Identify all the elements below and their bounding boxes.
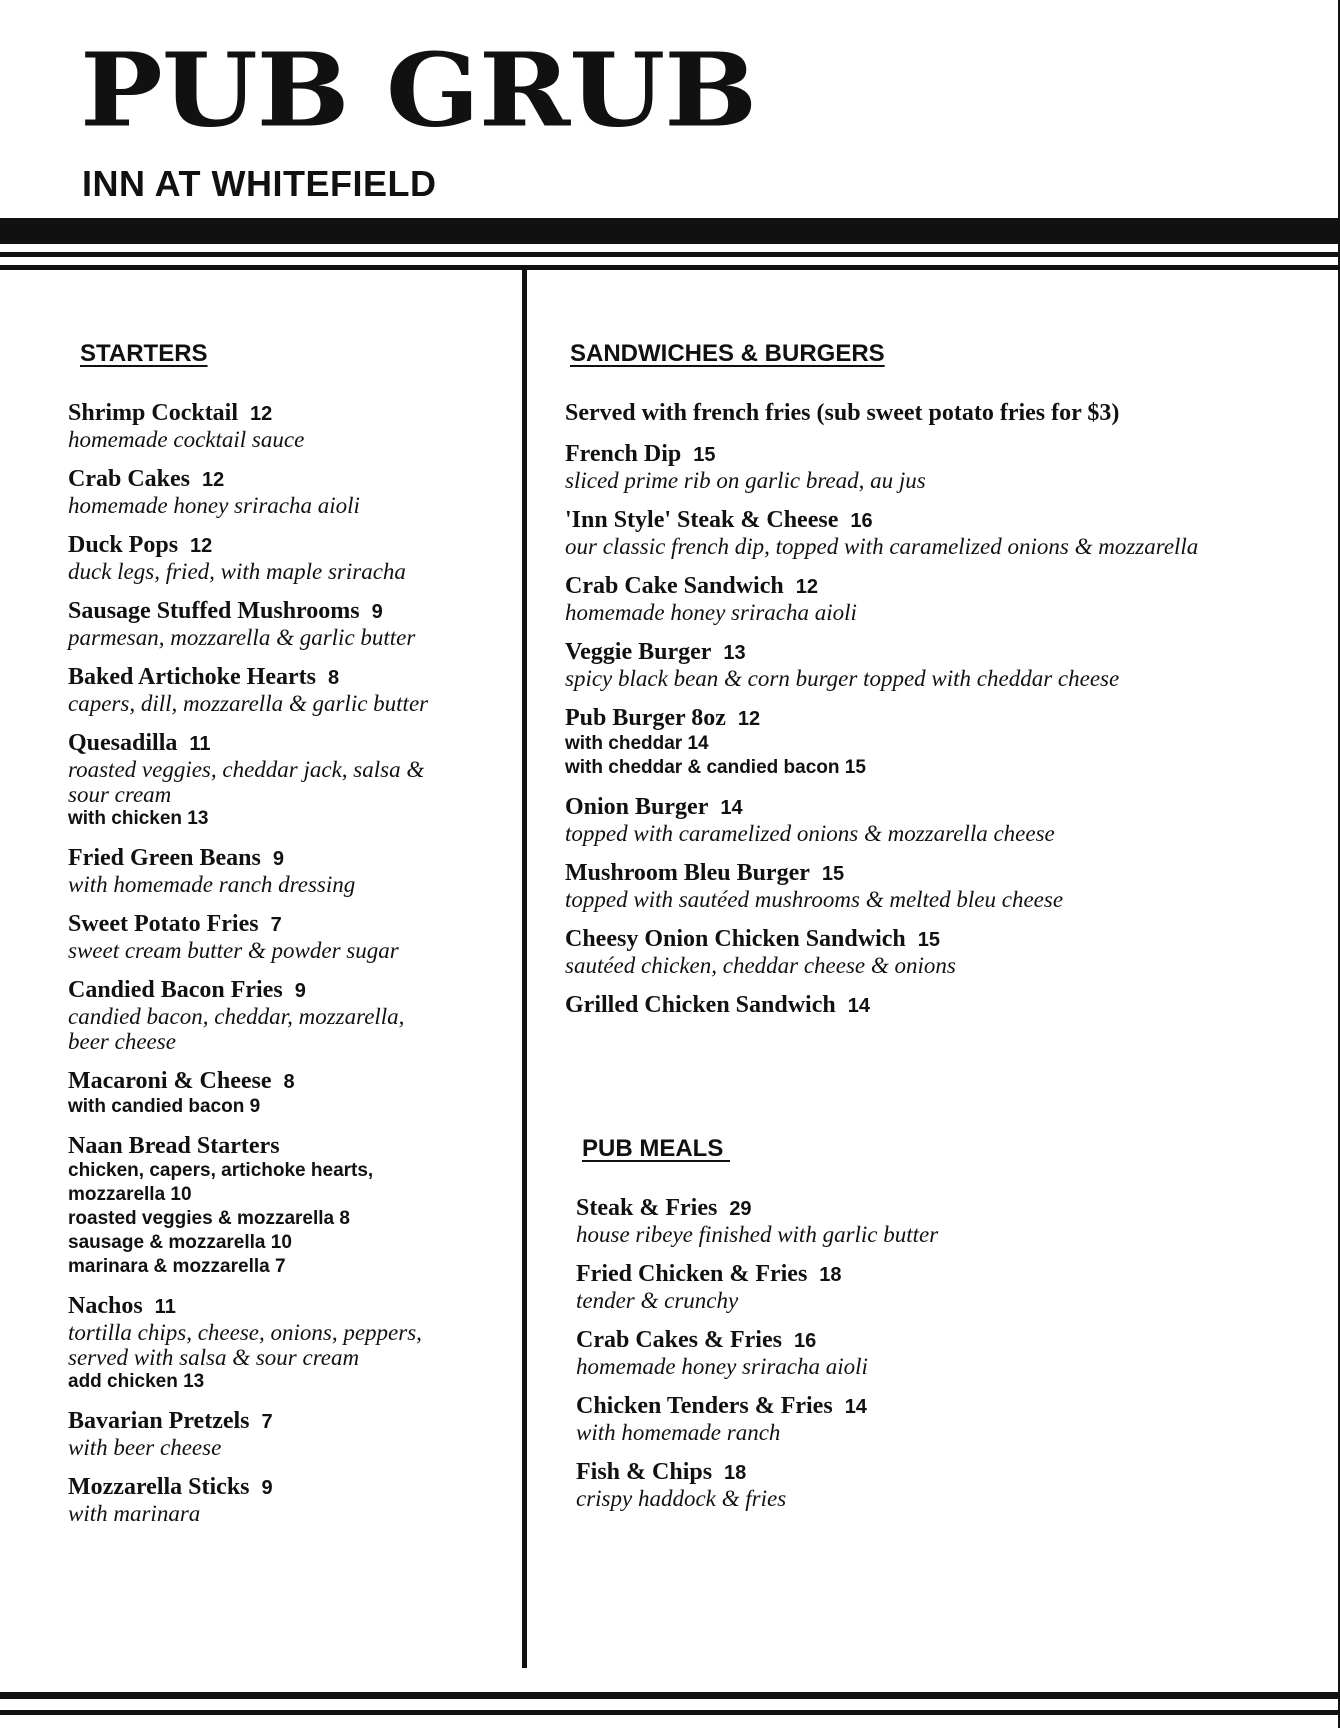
menu-item-header (565, 794, 1335, 821)
menu-item-price: 11 (154, 1296, 176, 1318)
menu-item-price: 15 (693, 444, 716, 466)
pub-meals-list (576, 1195, 1316, 1511)
menu-item-option: chicken, capers, artichoke hearts, (68, 1160, 374, 1181)
menu-item-name: Cheesy Onion Chicken Sandwich (565, 926, 906, 952)
menu-item-description: roasted veggies, cheddar jack, salsa & (68, 757, 425, 782)
menu-item-name: Crab Cakes (68, 466, 191, 492)
menu-item (576, 1393, 1316, 1445)
menu-item (68, 400, 508, 452)
menu-item-description: parmesan, mozzarella & garlic butter (68, 625, 416, 650)
menu-item-price: 11 (189, 733, 211, 755)
starters-section (68, 342, 508, 1540)
menu-item-description: sour cream (68, 782, 172, 807)
menu-item (576, 1195, 1316, 1247)
menu-item-option: mozzarella 10 (68, 1184, 192, 1205)
menu-item-description: crispy haddock & fries (576, 1486, 787, 1511)
menu-item-name: Crab Cake Sandwich (565, 573, 784, 599)
menu-item-description: topped with sautéed mushrooms & melted bleu cheese (565, 887, 1064, 912)
menu-item-name: Sweet Potato Fries (68, 911, 259, 937)
section-title-starters: STARTERS (80, 340, 208, 367)
footer-rule (0, 1710, 1340, 1715)
menu-item-description: homemade cocktail sauce (68, 427, 305, 452)
menu-item-header (68, 598, 508, 625)
menu-item-header (68, 466, 508, 493)
menu-item-price: 15 (917, 929, 940, 951)
menu-item-name: Naan Bread Starters (68, 1133, 280, 1159)
menu-item (576, 1459, 1316, 1511)
header-rule-thin (0, 265, 1340, 270)
menu-item-description: spicy black bean & corn burger topped with cheddar cheese (565, 666, 1120, 691)
menu-item-price: 18 (724, 1462, 747, 1484)
menu-item-description: tender & crunchy (576, 1288, 739, 1313)
menu-item-price: 9 (371, 601, 383, 623)
menu-item (68, 845, 508, 897)
menu-item (68, 664, 508, 716)
menu-item-name: Onion Burger (565, 794, 709, 820)
menu-item-header (576, 1261, 1316, 1288)
section-title-sandwiches: SANDWICHES & BURGERS (570, 340, 885, 367)
menu-item-name: Shrimp Cocktail (68, 400, 239, 426)
menu-item-header (565, 705, 1335, 732)
menu-item-price: 7 (270, 914, 282, 936)
menu-item-description: homemade honey sriracha aioli (576, 1354, 868, 1379)
menu-item-price: 16 (793, 1330, 817, 1352)
menu-item-name: Mozzarella Sticks (68, 1474, 250, 1500)
menu-item (68, 466, 508, 518)
menu-item-price: 8 (283, 1071, 295, 1093)
menu-item (68, 1293, 508, 1394)
footer-rule (0, 1692, 1340, 1699)
menu-item (68, 1068, 508, 1119)
menu-item-description: topped with caramelized onions & mozzarella cheese (565, 821, 1055, 846)
menu-item-description: sweet cream butter & powder sugar (68, 938, 399, 963)
menu-item-name: Sausage Stuffed Mushrooms (68, 598, 360, 624)
menu-item-description: duck legs, fried, with maple sriracha (68, 559, 406, 584)
menu-item-description: with homemade ranch dressing (68, 872, 356, 897)
menu-item-price: 8 (327, 667, 340, 689)
menu-item (565, 992, 1335, 1019)
menu-item-name: Fried Chicken & Fries (576, 1261, 808, 1287)
menu-item-option: with candied bacon 9 (68, 1096, 261, 1117)
menu-item-description: capers, dill, mozzarella & garlic butter (68, 691, 429, 716)
menu-item-description: homemade honey sriracha aioli (68, 493, 360, 518)
menu-item-name: Fried Green Beans (68, 845, 261, 871)
menu-item-price: 15 (821, 863, 845, 885)
menu-item-header (565, 992, 1335, 1019)
menu-item-name: French Dip (565, 441, 682, 467)
menu-item-description: our classic french dip, topped with caramelized onions & mozzarella (565, 534, 1199, 559)
menu-item-option: with cheddar & candied bacon 15 (565, 757, 866, 778)
menu-item-header (565, 573, 1335, 600)
menu-item-name: Nachos (68, 1293, 143, 1319)
menu-item-description: sautéed chicken, cheddar cheese & onions (565, 953, 956, 978)
menu-item-option: with cheddar 14 (565, 733, 709, 754)
menu-item-price: 9 (272, 848, 284, 870)
menu-item (565, 860, 1335, 912)
menu-item-header (565, 507, 1335, 534)
menu-item (68, 1408, 508, 1460)
menu-item (576, 1327, 1316, 1379)
header-rule-thin (0, 252, 1340, 257)
menu-item (68, 977, 508, 1054)
menu-item-header (68, 730, 508, 757)
menu-item-price: 29 (729, 1198, 752, 1220)
menu-item-header (68, 1133, 508, 1159)
menu-item-header (68, 1408, 508, 1435)
menu-item-name: Duck Pops (68, 532, 179, 558)
menu-item-header (68, 845, 508, 872)
menu-item-header (576, 1459, 1316, 1486)
sandwiches-section (565, 342, 1335, 1033)
column-divider (522, 270, 527, 1668)
menu-item-price: 9 (261, 1477, 273, 1499)
menu-item-option: with chicken 13 (68, 808, 209, 829)
header-rule-thick (0, 218, 1340, 244)
menu-item-price: 16 (850, 510, 873, 532)
sandwiches-list (565, 441, 1335, 1019)
menu-item-price: 7 (261, 1411, 273, 1433)
menu-item (565, 507, 1335, 559)
menu-item-name: Steak & Fries (576, 1195, 718, 1221)
menu-item-name: Candied Bacon Fries (68, 977, 283, 1003)
menu-item (565, 441, 1335, 493)
menu-item-price: 12 (795, 576, 818, 598)
menu-item-price: 12 (737, 708, 761, 730)
menu-item-price: 14 (720, 797, 743, 819)
menu-item (68, 1133, 508, 1279)
menu-item-name: Crab Cakes & Fries (576, 1327, 782, 1353)
menu-item-price: 14 (847, 995, 870, 1017)
menu-item-price: 12 (190, 535, 213, 557)
menu-item-option: add chicken 13 (68, 1371, 205, 1392)
menu-item-header (68, 1068, 508, 1095)
menu-item-description: with marinara (68, 1501, 201, 1526)
pub-meals-section (576, 1137, 1316, 1525)
starters-list (68, 400, 508, 1526)
menu-item-description: with beer cheese (68, 1435, 222, 1460)
menu-item-option: marinara & mozzarella 7 (68, 1256, 286, 1277)
menu-item (565, 639, 1335, 691)
menu-item-header (576, 1195, 1316, 1222)
menu-item-name: Chicken Tenders & Fries (576, 1393, 833, 1419)
menu-item-header (68, 664, 508, 691)
menu-item-description: served with salsa & sour cream (68, 1345, 360, 1370)
menu-item-name: Baked Artichoke Hearts (68, 664, 316, 690)
menu-item-description: sliced prime rib on garlic bread, au jus (565, 468, 926, 493)
menu-item-header (68, 911, 508, 938)
menu-item-name: Fish & Chips (576, 1459, 713, 1485)
menu-item-header (68, 977, 508, 1004)
menu-item-price: 12 (202, 469, 225, 491)
menu-item-name: Veggie Burger (565, 639, 712, 665)
menu-item (68, 911, 508, 963)
menu-item-description: with homemade ranch (576, 1420, 781, 1445)
menu-item-header (565, 441, 1335, 468)
menu-item-price: 12 (250, 403, 273, 425)
menu-item (565, 705, 1335, 780)
menu-item-price: 13 (723, 642, 746, 664)
menu-item (565, 573, 1335, 625)
menu-item-name: Mushroom Bleu Burger (565, 860, 810, 886)
menu-item (68, 730, 508, 831)
menu-item-description: candied bacon, cheddar, mozzarella, (68, 1004, 405, 1029)
menu-title: PUB GRUB (80, 30, 757, 150)
menu-item-description: beer cheese (68, 1029, 176, 1054)
restaurant-name: INN AT WHITEFIELD (82, 163, 437, 204)
menu-item (565, 926, 1335, 978)
menu-item-name: Pub Burger 8oz (565, 705, 726, 731)
menu-item-option: sausage & mozzarella 10 (68, 1232, 292, 1253)
menu-item-header (68, 1474, 508, 1501)
sandwiches-note: Served with french fries (sub sweet potato fries for $3) (565, 400, 1120, 426)
menu-item (68, 1474, 508, 1526)
menu-item-header (68, 532, 508, 559)
menu-item (68, 598, 508, 650)
menu-item-name: 'Inn Style' Steak & Cheese (565, 507, 839, 533)
menu-item-header (68, 1293, 508, 1320)
menu-item-description: tortilla chips, cheese, onions, peppers, (68, 1320, 422, 1345)
menu-item (565, 794, 1335, 846)
menu-item-name: Bavarian Pretzels (68, 1408, 250, 1434)
section-title-pub-meals: PUB MEALS (582, 1135, 731, 1162)
menu-item-name: Grilled Chicken Sandwich (565, 992, 836, 1018)
menu-item-description: house ribeye finished with garlic butter (576, 1222, 939, 1247)
menu-item-name: Quesadilla (68, 730, 178, 756)
menu-item-price: 14 (844, 1396, 867, 1418)
menu-item-header (565, 926, 1335, 953)
menu-item-header (576, 1327, 1316, 1354)
menu-item-header (565, 860, 1335, 887)
menu-item-price: 18 (819, 1264, 842, 1286)
menu-item-header (576, 1393, 1316, 1420)
menu-item-price: 9 (294, 980, 306, 1002)
menu-item (576, 1261, 1316, 1313)
menu-item-description: homemade honey sriracha aioli (565, 600, 857, 625)
menu-item-header (565, 639, 1335, 666)
menu-item-option: roasted veggies & mozzarella 8 (68, 1208, 350, 1229)
menu-item-name: Macaroni & Cheese (68, 1068, 272, 1094)
menu-item (68, 532, 508, 584)
menu-item-header (68, 400, 508, 427)
